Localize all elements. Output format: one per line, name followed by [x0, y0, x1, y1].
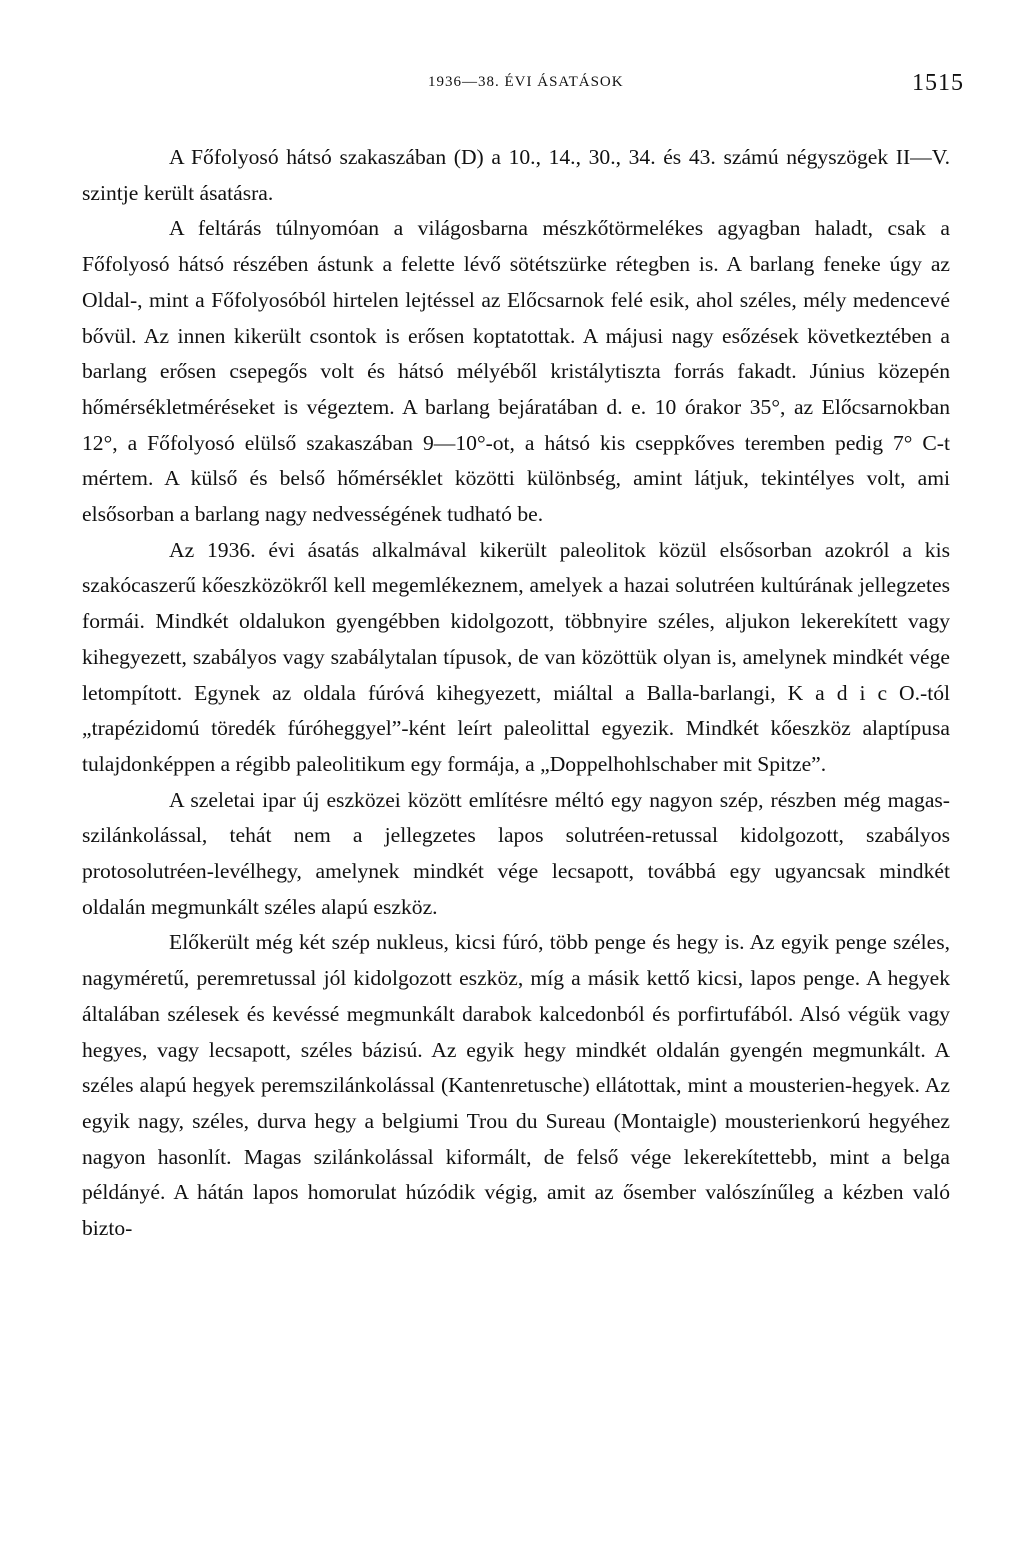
paragraph: A szeletai ipar új eszközei között említésre méltó egy nagyon szép, részben még magas-szilánkolással, tehát nem a jellegzetes lapos solutréen-retussal kidolgozott, szabályos protosolutréen-levélhegy, amelynek mindkét vége lecsapott, továbbá egy ugyancsak mindkét oldalán megmunkált széles alapú eszköz. — [82, 787, 950, 919]
paragraph: Az 1936. évi ásatás alkalmával kikerült paleolitok közül elsősorban azokról a kis szakócaszerű kőeszközökről kell megemlékeznem, amelyek a hazai solutréen kultúrának jellegzetes formái. Mindkét oldalukon gyengébben kidolgozott, többnyire széles, aljukon lekerekített vagy kihegyezett, szabályos vagy szabálytalan típusok, de van közöttük olyan is, amelynek mindkét vége letompított. Egynek az oldala fúróvá kihegyezett, miáltal a Balla-barlangi, K a d i c O.-tól „trapézidomú töredék fúróheggyel”-ként leírt paleolittal egyezik. Mindkét kőeszköz alaptípusa tulajdonképpen a régibb paleolitikum egy formája, a „Doppelhohlschaber mit Spitze”. — [82, 537, 950, 776]
running-head: 1936—38. ÉVI ÁSATÁSOK — [428, 74, 624, 90]
paragraph: Előkerült még két szép nukleus, kicsi fúró, több penge és hegy is. Az egyik penge széles, nagyméretű, peremretussal jól kidolgozott eszköz, míg a másik kettő kicsi, lapos penge. A hegyek általában szélesek és kevéssé megmunkált darabok kalcedonból és porfirtufából. Alsó végük vagy hegyes, vagy lecsapott, széles bázisú. Az egyik hegy mindkét oldalán gyengén megmunkált. A széles alapú hegyek peremszilánkolással (Kantenretusche) ellátottak, mint a mousterien-hegyek. Az egyik nagy, széles, durva hegy a belgiumi Trou du Sureau (Montaigle) mousterienkorú hegyéhez nagyon hasonlít. Magas szilánkolással kiformált, de felső vége lekerekítettebb, mint a belga példányé. A hátán lapos homorulat húzódik végig, amit az ősember valószínűleg a kézben való bizto- — [82, 930, 950, 1241]
paragraph: A Főfolyosó hátsó szakaszában (D) a 10., 14., 30., 34. és 43. számú négyszögek II—V. szintje került ásatásra. — [82, 145, 950, 205]
page-header — [0, 66, 1024, 106]
body-text — [82, 140, 950, 1247]
paragraph: A feltárás túlnyomóan a világosbarna mészkőtörmelékes agyagban haladt, csak a Főfolyosó hátsó részében ástunk a felette lévő sötétszürke rétegben is. A barlang feneke úgy az Oldal-, mint a Főfolyosóból hirtelen lejtéssel az Előcsarnok felé esik, ahol széles, mély medencevé bővül. Az innen kikerült csontok is erősen koptatottak. A májusi nagy esőzések következtében a barlang erősen csepegős volt és hátsó mélyéből kristálytiszta forrás fakadt. Június közepén hőmérsékletméréseket is végeztem. A barlang bejáratában d. e. 10 órakor 35°, az Előcsarnokban 12°, a Főfolyosó elülső szakaszában 9—10°-ot, a hátsó kis cseppkőves teremben pedig 7° C-t mértem. A külső és belső hőmérséklet közötti különbség, amint látjuk, tekintélyes volt, ami elsősorban a barlang nagy nedvességének tudható be. — [82, 216, 950, 527]
page-number: 1515 — [912, 70, 964, 96]
